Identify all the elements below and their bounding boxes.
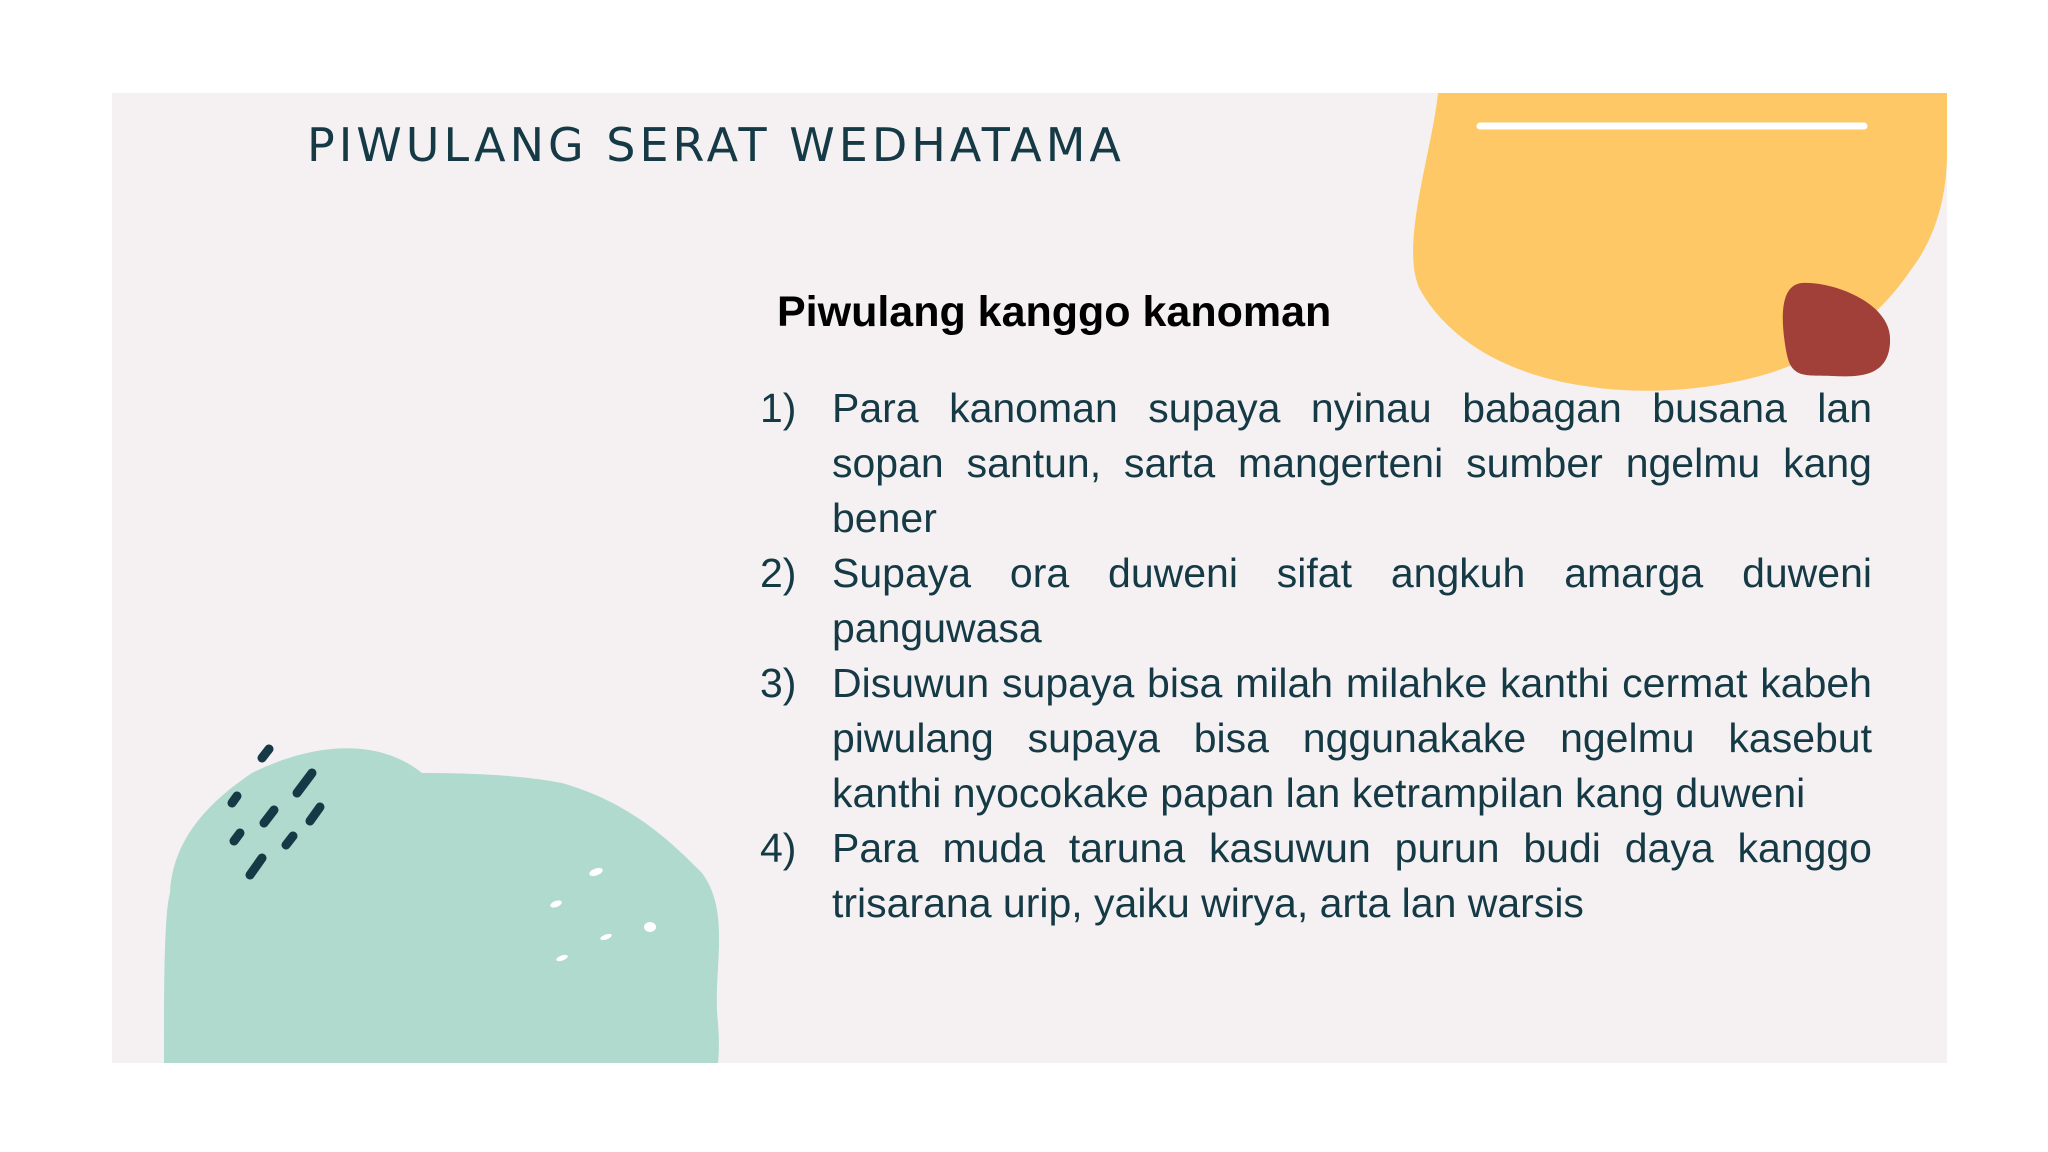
list-item-number: 3) bbox=[760, 660, 797, 706]
list-item-text: Supaya ora duweni sifat angkuh amarga duweni panguwasa bbox=[832, 550, 1872, 651]
list-item-number: 1) bbox=[760, 385, 797, 431]
list-item-number: 4) bbox=[760, 825, 797, 871]
numbered-list bbox=[760, 381, 1872, 931]
list-item bbox=[760, 381, 1872, 546]
list-item bbox=[760, 656, 1872, 821]
list-item bbox=[760, 821, 1872, 931]
slide-title: PIWULANG SERAT WEDHATAMA bbox=[307, 118, 1125, 172]
list-item-text: Para muda taruna kasuwun purun budi daya kanggo trisarana urip, yaiku wirya, arta lan warsis bbox=[832, 825, 1872, 926]
list-item-text: Disuwun supaya bisa milah milahke kanthi cermat kabeh piwulang supaya bisa nggunakake ngelmu kasebut kanthi nyocokake papan lan ketrampilan kang duweni bbox=[832, 660, 1872, 816]
slide bbox=[112, 93, 1947, 1063]
list-item-text: Para kanoman supaya nyinau babagan busana lan sopan santun, sarta mangerteni sumber ngelmu kang bener bbox=[832, 385, 1872, 541]
list-item bbox=[760, 546, 1872, 656]
slide-subtitle: Piwulang kanggo kanoman bbox=[777, 288, 1332, 336]
list-item-number: 2) bbox=[760, 550, 797, 596]
